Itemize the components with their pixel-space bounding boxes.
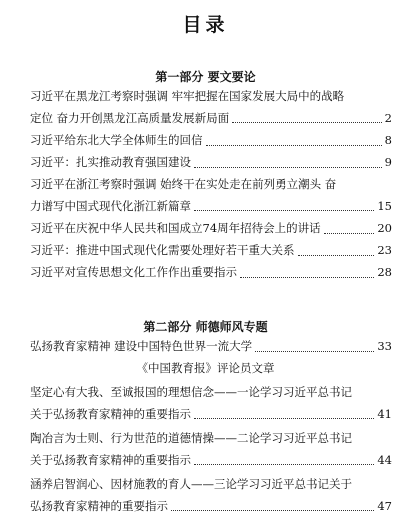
entry-title-line: 习近平在浙江考察时强调 始终干在实处走在前列勇立潮头 奋	[30, 177, 337, 191]
toc-entry[interactable]	[30, 86, 392, 129]
toc-entry[interactable]	[30, 130, 392, 152]
entry-title-line: 弘扬教育家精神 建设中国特色世界一流大学	[30, 339, 253, 353]
dot-leader	[194, 464, 374, 465]
entry-title-line: 陶冶言为士则、行为世范的道德情操——二论学习习近平总书记	[30, 431, 352, 445]
part-2-heading: 第二部分 师德师风专题	[143, 320, 268, 334]
toc-entry[interactable]	[30, 240, 392, 262]
page-number: 20	[377, 221, 392, 235]
dot-leader	[171, 510, 374, 511]
dot-leader	[194, 167, 382, 168]
toc-entry[interactable]	[30, 474, 392, 517]
entry-title-line: 坚定心有大我、至诚报国的理想信念——一论学习习近平总书记	[30, 385, 352, 399]
entry-title-line: 习近平：扎实推动教育强国建设	[30, 155, 191, 169]
dot-leader	[298, 255, 375, 256]
page-number: 23	[377, 243, 392, 257]
section-subheading: 《中国教育报》评论员文章	[136, 361, 275, 375]
entry-title-line: 涵养启智润心、因材施教的育人——三论学习习近平总书记关于	[30, 477, 352, 491]
entry-title-line: 定位 奋力开创黑龙江高质量发展新局面	[30, 110, 230, 125]
entry-title-line: 弘扬教育家精神的重要指示	[30, 498, 168, 513]
entry-title-line: 习近平在黑龙江考察时强调 牢牢把握在国家发展大局中的战略	[30, 89, 345, 103]
entry-title-line: 习近平：推进中国式现代化需要处理好若干重大关系	[30, 243, 295, 257]
toc-entry[interactable]	[30, 174, 392, 217]
toc-entry[interactable]	[30, 152, 392, 174]
dot-leader	[255, 351, 374, 352]
entry-title-line: 关于弘扬教育家精神的重要指示	[30, 406, 191, 421]
entry-title-line: 力谱写中国式现代化浙江新篇章	[30, 198, 191, 213]
dot-leader	[324, 233, 375, 234]
page-number: 15	[377, 198, 392, 213]
page-number: 9	[384, 155, 392, 169]
page-number: 28	[377, 265, 392, 279]
page-number: 44	[377, 452, 392, 467]
page-number: 47	[377, 498, 392, 513]
dot-leader	[194, 210, 374, 211]
toc-entry[interactable]	[30, 262, 392, 284]
entry-title-line: 习近平给东北大学全体师生的回信	[30, 133, 203, 147]
dot-leader	[206, 145, 382, 146]
toc-entry[interactable]	[30, 428, 392, 471]
entry-title-line: 习近平对宣传思想文化工作作出重要指示	[30, 265, 237, 279]
entry-title-line: 习近平在庆祝中华人民共和国成立74周年招待会上的讲话	[30, 221, 321, 235]
entry-title-line: 关于弘扬教育家精神的重要指示	[30, 452, 191, 467]
part-1-heading: 第一部分 要文要论	[155, 70, 256, 84]
page-number: 2	[384, 110, 392, 125]
toc-entry[interactable]	[30, 336, 392, 358]
page-number: 41	[377, 406, 392, 421]
dot-leader	[232, 122, 382, 123]
dot-leader	[194, 418, 374, 419]
toc-entry[interactable]	[30, 218, 392, 240]
toc-entry[interactable]	[30, 382, 392, 425]
page-number: 8	[384, 133, 392, 147]
page-title: 目录	[182, 14, 229, 36]
page-number: 33	[377, 339, 392, 353]
dot-leader	[240, 277, 374, 278]
